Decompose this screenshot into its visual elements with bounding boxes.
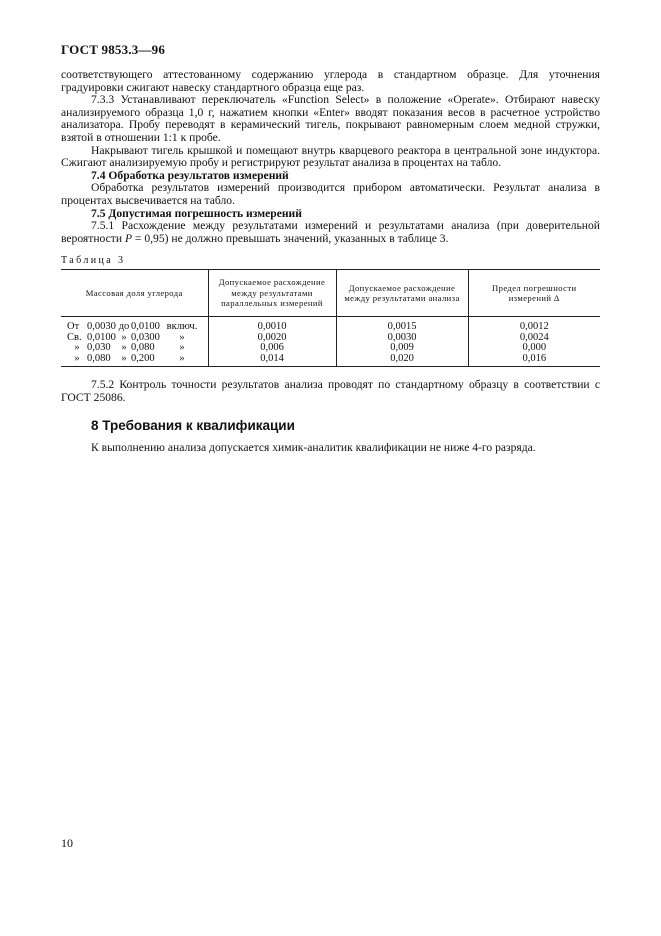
cell-error-limit: 0,000: [468, 343, 600, 354]
p751-text-a: 7.5.1 Расхождение между результатами измерений и результатами анализа (при доверительной вероятности: [61, 219, 600, 245]
range-high: 0,0100: [131, 321, 160, 332]
cell-analysis: 0,0015: [336, 317, 468, 333]
paragraph-crucible: Накрывают тигель крышкой и помещают внутрь кварцевого реактора в центральной зоне индуктора. Сжигают анализируемую пробу и регистрируют результат анализа в процентах на табло.: [61, 143, 600, 170]
range-sep: до: [118, 321, 130, 332]
range-high: 0,0300: [131, 331, 160, 343]
cell-parallel: 0,006: [208, 343, 336, 354]
table-3: [61, 269, 600, 367]
range-prefix: От: [67, 321, 80, 332]
cell-range: [61, 317, 208, 333]
range-low: 0,080: [87, 352, 111, 364]
paragraph-7-3-3: 7.3.3 Устанавливают переключатель «Function Select» в положение «Operate». Отбирают навеску анализируемого образца 1,0 г, нажатием кнопки «Enter» вводят показания весов в расчетное устройство анализатора. Пробу переводят в керамический тигель, покрывают равномерным слоем медной стружки, взятой в отношении 1:1 к пробе.: [61, 93, 600, 144]
range-low: 0,030: [87, 342, 111, 354]
paragraph-7-5-1: [61, 220, 600, 245]
range-prefix: »: [74, 352, 80, 364]
range-prefix: »: [74, 342, 80, 354]
range-sep: »: [121, 352, 127, 364]
cell-analysis: 0,020: [336, 354, 468, 367]
range-prefix: Св.: [67, 331, 82, 343]
table-header-row: [61, 270, 600, 317]
table-row: [61, 317, 600, 333]
paragraph-7-5-2: 7.5.2 Контроль точности результатов анализа проводят по стандартному образцу в соответствии с ГОСТ 25086.: [61, 378, 600, 404]
header-analysis-discrepancy: Допускаемое расхождение между результатами анализа: [336, 270, 468, 317]
cell-range: [61, 354, 208, 367]
cell-analysis: 0,0030: [336, 333, 468, 344]
range-sep: »: [121, 342, 127, 354]
cell-error-limit: 0,016: [468, 354, 600, 367]
range-sep: »: [121, 331, 127, 343]
table-row: [61, 354, 600, 367]
document-header: ГОСТ 9853.3—96: [61, 42, 166, 57]
page-number: 10: [61, 836, 73, 850]
range-high: 0,200: [131, 352, 155, 364]
paragraph-7-4: Обработка результатов измерений производится прибором автоматически. Результат анализа в процентах высвечивается на табло.: [61, 181, 600, 207]
section-8-heading: 8 Требования к квалификации: [91, 418, 295, 433]
heading-7-5: 7.5 Допустимая погрешность измерений: [91, 206, 302, 220]
range-suffix: »: [179, 342, 185, 354]
range-high: 0,080: [131, 342, 155, 354]
cell-parallel: 0,014: [208, 354, 336, 367]
section-8-text-block: [61, 442, 600, 455]
cell-analysis: 0,009: [336, 343, 468, 354]
p751-variable: P: [124, 231, 133, 245]
header-carbon-fraction: Массовая доля углерода: [61, 270, 208, 317]
paragraph-7-5-2-block: [61, 379, 600, 404]
cell-parallel: 0,0010: [208, 317, 336, 333]
main-text-block: [61, 69, 600, 245]
p751-text-b: = 0,95) не должно превышать значений, указанных в таблице 3.: [132, 231, 449, 245]
paragraph-continuation: соответствующего аттестованному содержанию углерода в стандартном образце. Для уточнения градуировки сжигают навеску стандартного образца еще раз.: [61, 68, 600, 94]
cell-error-limit: 0,0024: [468, 333, 600, 344]
range-low: 0,0030: [87, 321, 116, 332]
header-parallel-discrepancy: Допускаемое расхождение между результатами параллельных измерений: [208, 270, 336, 317]
range-suffix: »: [179, 331, 185, 343]
header-error-limit: Предел погрешности измерений Δ: [468, 270, 600, 317]
range-suffix: включ.: [166, 321, 198, 332]
table-caption: Таблица 3: [61, 255, 126, 266]
range-low: 0,0100: [87, 331, 116, 343]
heading-7-4: 7.4 Обработка результатов измерений: [91, 168, 289, 182]
range-suffix: »: [179, 352, 185, 364]
cell-parallel: 0,0020: [208, 333, 336, 344]
paragraph-qualification: К выполнению анализа допускается химик-аналитик квалификации не ниже 4-го разряда.: [91, 441, 536, 454]
cell-error-limit: 0,0012: [468, 317, 600, 333]
